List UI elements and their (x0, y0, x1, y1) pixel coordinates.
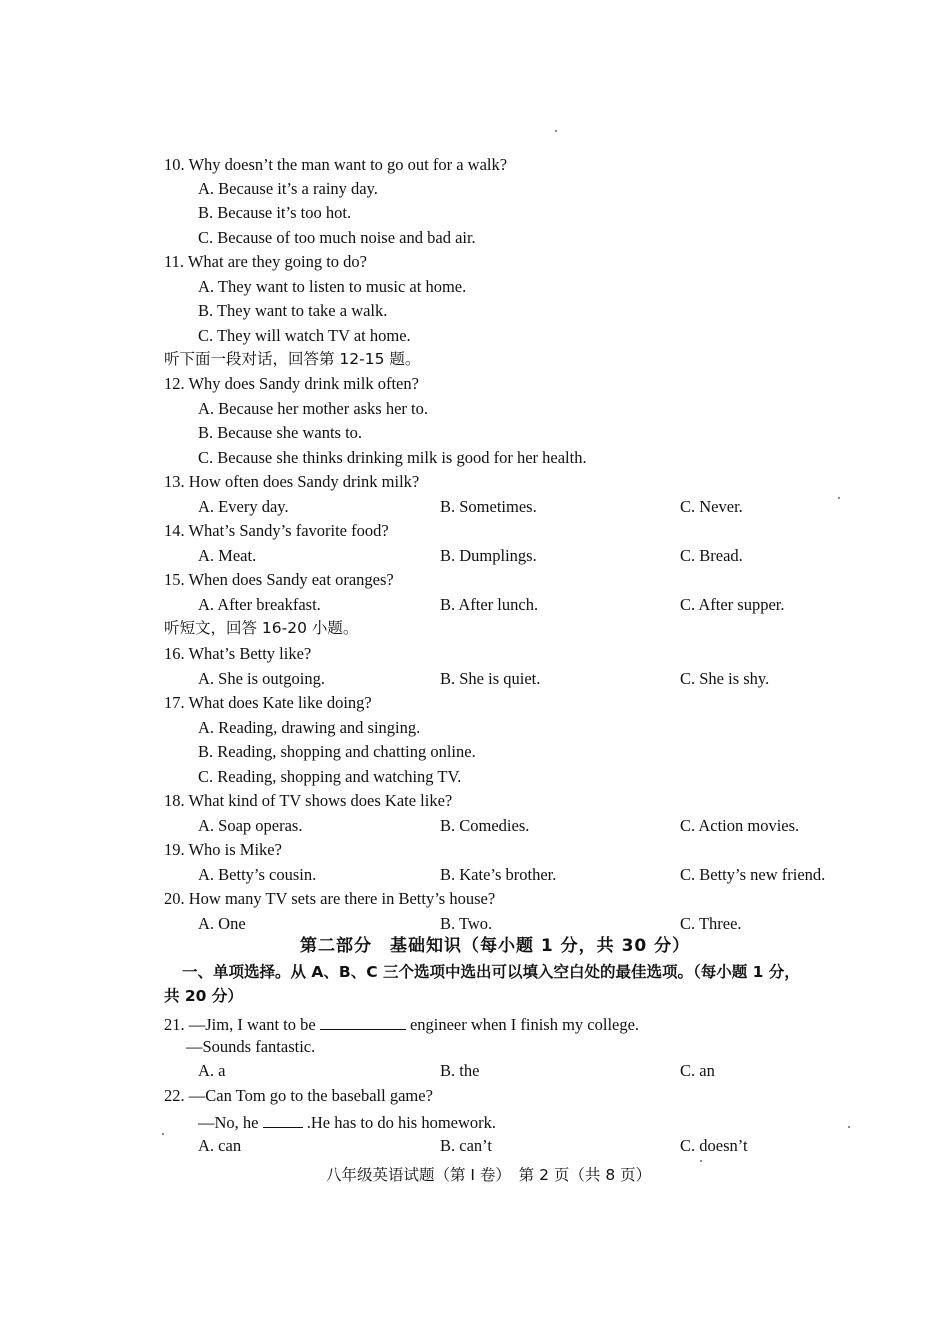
instruction-16-20: 听短文，回答 16-20 小题。 (164, 619, 359, 637)
section-1-instructions: 一、单项选择。从 A、B、C 三个选项中选出可以填入空白处的最佳选项。（每小题 1 分， (182, 963, 800, 981)
question-16-option-c: C. She is shy. (680, 669, 770, 688)
question-13-option-a: A. Every day. (198, 497, 289, 516)
question-21-dialogue-line2: —Sounds fantastic. (186, 1037, 316, 1056)
question-18-stem: 18. What kind of TV shows does Kate like? (164, 791, 453, 810)
question-19-stem: 19. Who is Mike? (164, 840, 282, 859)
question-15-option-b: B. After lunch. (440, 595, 539, 614)
question-13-option-b: B. Sometimes. (440, 497, 537, 516)
question-20-option-c: C. Three. (680, 914, 742, 933)
question-12-option-b: B. Because she wants to. (198, 423, 363, 442)
question-21-blank (320, 1015, 406, 1030)
question-19-option-c: C. Betty’s new friend. (680, 865, 826, 884)
question-11-option-c: C. They will watch TV at home. (198, 326, 411, 345)
question-14-stem: 14. What’s Sandy’s favorite food? (164, 521, 389, 540)
question-22-dialogue-line2 (198, 1113, 496, 1132)
question-12-stem: 12. Why does Sandy drink milk often? (164, 374, 419, 393)
instruction-12-15: 听下面一段对话，回答第 12-15 题。 (164, 350, 421, 368)
question-10-option-a: A. Because it’s a rainy day. (198, 179, 378, 198)
section-1-instructions-cont: 共 20 分） (164, 987, 243, 1005)
scan-speck (848, 1126, 850, 1128)
question-22-option-a: A. can (198, 1136, 242, 1155)
question-15-option-a: A. After breakfast. (198, 595, 321, 614)
question-22-line2-pre: —No, he (198, 1113, 259, 1132)
question-21-stem (164, 1015, 639, 1034)
question-15-option-c: C. After supper. (680, 595, 785, 614)
question-20-stem: 20. How many TV sets are there in Betty’s house? (164, 889, 496, 908)
question-18-option-a: A. Soap operas. (198, 816, 303, 835)
question-22-option-b: B. can’t (440, 1136, 492, 1155)
question-21-option-c: C. an (680, 1061, 715, 1080)
question-18-option-c: C. Action movies. (680, 816, 800, 835)
question-10-option-b: B. Because it’s too hot. (198, 203, 352, 222)
question-12-option-a: A. Because her mother asks her to. (198, 399, 429, 418)
question-17-stem: 17. What does Kate like doing? (164, 693, 372, 712)
question-21-option-a: A. a (198, 1061, 226, 1080)
question-11-option-a: A. They want to listen to music at home. (198, 277, 467, 296)
question-14-option-b: B. Dumplings. (440, 546, 537, 565)
scan-speck (555, 130, 557, 132)
question-17-option-b: B. Reading, shopping and chatting online. (198, 742, 476, 761)
question-22-blank (263, 1113, 303, 1128)
question-16-option-a: A. She is outgoing. (198, 669, 325, 688)
question-19-option-a: A. Betty’s cousin. (198, 865, 317, 884)
question-10-stem: 10. Why doesn’t the man want to go out for a walk? (164, 155, 508, 174)
question-17-option-a: A. Reading, drawing and singing. (198, 718, 421, 737)
question-14-option-a: A. Meat. (198, 546, 257, 565)
question-22-stem: 22. —Can Tom go to the baseball game? (164, 1086, 433, 1105)
question-14-option-c: C. Bread. (680, 546, 743, 565)
question-22-line2-post: .He has to do his homework. (306, 1113, 497, 1132)
question-11-stem: 11. What are they going to do? (164, 252, 367, 271)
question-21-stem-pre: 21. —Jim, I want to be (164, 1015, 316, 1034)
question-21-stem-post: engineer when I finish my college. (409, 1015, 640, 1034)
question-12-option-c: C. Because she thinks drinking milk is good for her health. (198, 448, 587, 467)
question-16-stem: 16. What’s Betty like? (164, 644, 312, 663)
question-13-option-c: C. Never. (680, 497, 743, 516)
question-22-option-c: C. doesn’t (680, 1136, 748, 1155)
question-19-option-b: B. Kate’s brother. (440, 865, 557, 884)
question-18-option-b: B. Comedies. (440, 816, 530, 835)
scan-speck (838, 497, 840, 499)
question-16-option-b: B. She is quiet. (440, 669, 541, 688)
page-footer: 八年级英语试题（第 I 卷） 第 2 页（共 8 页） (326, 1166, 652, 1184)
question-20-option-b: B. Two. (440, 914, 493, 933)
scan-speck (162, 1133, 164, 1135)
question-10-option-c: C. Because of too much noise and bad air. (198, 228, 476, 247)
question-11-option-b: B. They want to take a walk. (198, 301, 388, 320)
question-17-option-c: C. Reading, shopping and watching TV. (198, 767, 462, 786)
question-13-stem: 13. How often does Sandy drink milk? (164, 472, 420, 491)
scan-speck (700, 1160, 702, 1162)
part-2-title: 第二部分 基础知识（每小题 1 分，共 30 分） (300, 936, 691, 956)
question-15-stem: 15. When does Sandy eat oranges? (164, 570, 394, 589)
question-20-option-a: A. One (198, 914, 246, 933)
question-21-option-b: B. the (440, 1061, 480, 1080)
